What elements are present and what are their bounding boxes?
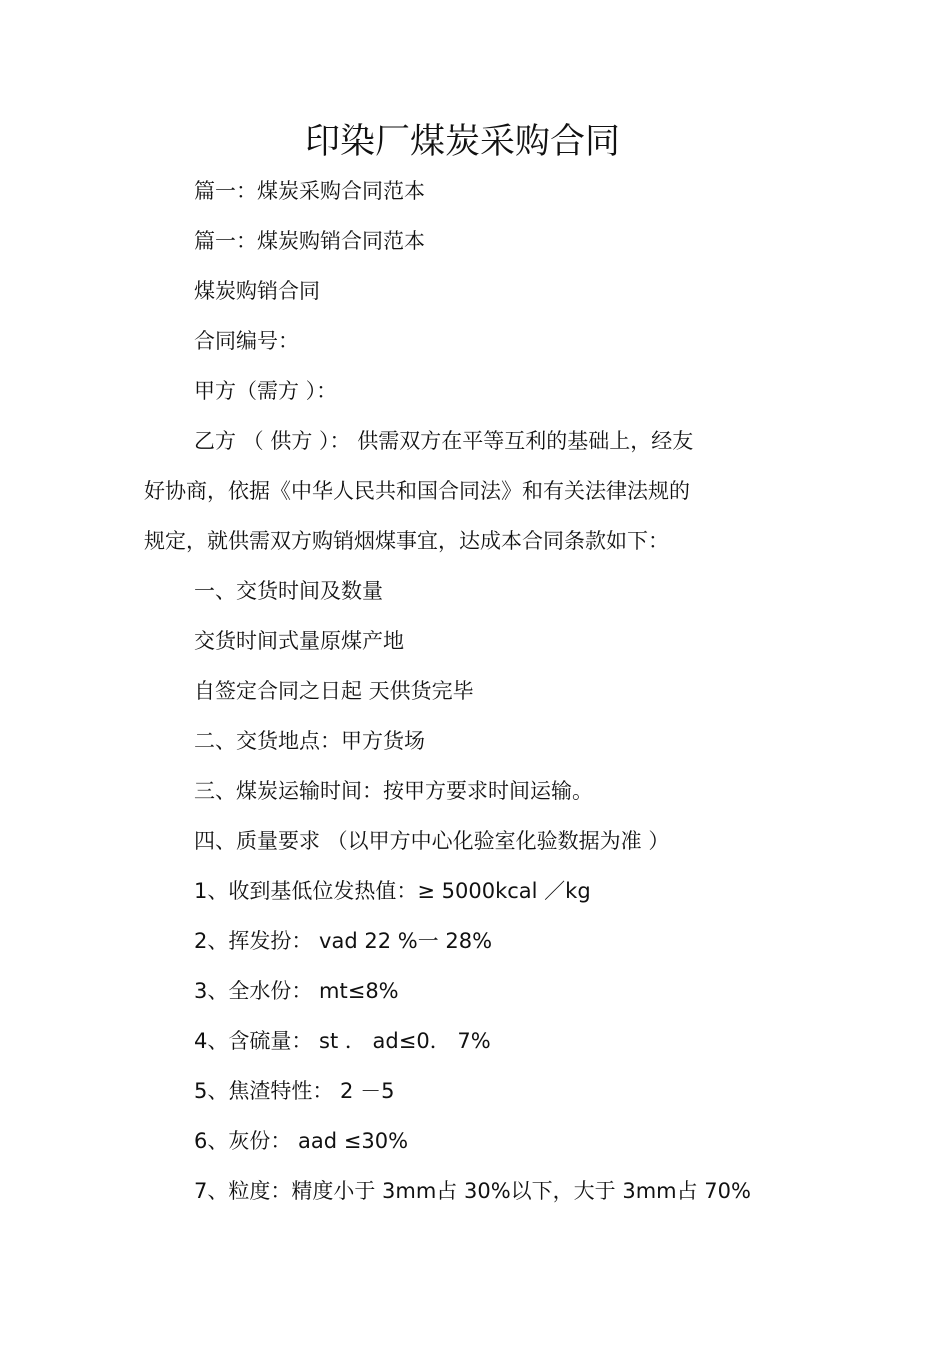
party-b-paragraph-line: 乙方 （ 供方 ）： 供需双方在平等互利的基础上，经友 xyxy=(194,429,694,453)
clause-text: 自签定合同之日起 天供货完毕 xyxy=(194,679,474,703)
clause-heading-location: 二、交货地点：甲方货场 xyxy=(194,729,425,753)
preamble-line: 好协商，依据《中华人民共和国合同法》和有关法律法规的 xyxy=(144,479,690,503)
preamble-line: 规定，就供需双方购销烟煤事宜，达成本合同条款如下： xyxy=(144,529,669,553)
clause-heading-delivery: 一、交货时间及数量 xyxy=(194,579,383,603)
document-title: 印染厂煤炭采购合同 xyxy=(304,122,620,162)
quality-item: 2、挥发扮： vad 22 %一 28% xyxy=(194,929,493,953)
quality-item: 3、全水份： mt≤8% xyxy=(194,979,399,1003)
contract-name: 煤炭购销合同 xyxy=(194,279,320,303)
quality-item: 5、焦渣特性： 2 －5 xyxy=(194,1079,395,1103)
contract-number-label: 合同编号： xyxy=(194,329,299,353)
quality-item: 7、粒度：精度小于 3mm占 30%以下，大于 3mm占 70% xyxy=(194,1179,751,1203)
clause-heading-quality: 四、质量要求 （以甲方中心化验室化验数据为准 ） xyxy=(194,829,670,853)
quality-item: 1、收到基低位发热值：≥ 5000kcal ／kg xyxy=(194,879,591,903)
clause-text: 交货时间式量原煤产地 xyxy=(194,629,404,653)
section-heading-2: 篇一：煤炭购销合同范本 xyxy=(194,229,425,253)
section-heading-1: 篇一：煤炭采购合同范本 xyxy=(194,179,425,203)
party-a-label: 甲方（需方 ）： xyxy=(194,379,338,403)
quality-item: 6、灰份： aad ≤30% xyxy=(194,1129,409,1153)
quality-item: 4、含硫量： st ． ad≤0． 7% xyxy=(194,1029,491,1053)
clause-heading-transport: 三、煤炭运输时间：按甲方要求时间运输。 xyxy=(194,779,593,803)
